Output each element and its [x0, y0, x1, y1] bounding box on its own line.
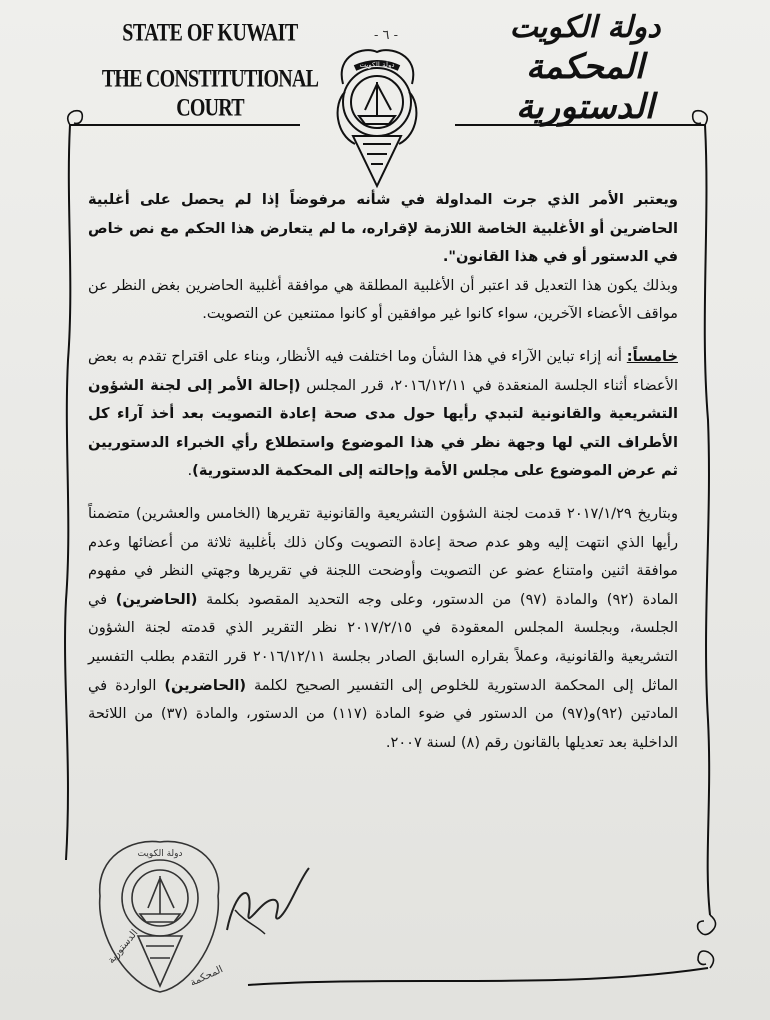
term-attendees-2: (الحاضرين) — [164, 676, 246, 694]
term-attendees-1: (الحاضرين) — [115, 590, 198, 608]
paragraph-1: ويعتبر الأمر الذي جرت المداولة في شأنه مرفوضاً إذا لم يحصل على أغلبية الحاضرين أو الأغلبية الخاصة اللازمة لإقراره، ما لم يتعارض هذا الحكم مع نص خاص في الدستور أو في هذا القانون". — [88, 191, 678, 266]
svg-text:الدستورية: الدستورية — [105, 927, 141, 966]
kuwait-emblem-icon — [325, 44, 430, 194]
handwritten-signature-icon — [205, 860, 315, 950]
section-label-fifth: خامساً: — [626, 347, 678, 365]
english-header — [95, 19, 325, 122]
document-body — [88, 186, 678, 757]
paragraph-4: وبتاريخ ٢٠١٧/١/٢٩ قدمت لجنة الشؤون التشريعية والقانونية تقريرها (الخامس والعشرين) متضمناً رأيها الذي انتهت إليه وهو عدم صحة إعادة التصويت وكان ذلك بأغلبية ثلاثة من أعضائها وعدم موافقة اثنين وامتناع عضو عن التصويت وأوضحت اللجنة في تقريرها وجهتي النظر في مفهوم المادة (٩٢) والمادة (٩٧) من الدستور، وعلى وجه التحديد المقصود بكلمة (الحاضرين) في الجلسة، وبجلسة المجلس المعقودة في ٢٠١٧/٢/١٥ نظر التقرير الذي قدمته لجنة الشؤون التشريعية والقانونية، وعملاً بقراره السابق الصادر بجلسة ٢٠١٦/١٢/١١ قرر التقدم بطلب التفسير الماثل إلى المحكمة الدستورية للخلوص إلى التفسير الصحيح لكلمة (الحاضرين) الواردة في المادتين (٩٢)و(٩٧) من الدستور في ضوء المادة (١١٧) من الدستور، والمادة (٣٧) من اللائحة الداخلية بعد تعديلها بالقانون رقم (٨) لسنة ٢٠٠٧. — [88, 504, 679, 751]
paragraph-3-text: أنه إزاء تباين الآراء في هذا الشأن وما اختلفت فيه الأنظار، وبناء على اقتراح تقدم به بعض الأعضاء أثناء الجلسة المنعقدة في ٢٠١٦/١٢/١١، قرر المجلس — [88, 347, 678, 394]
svg-text:دولة الكويت: دولة الكويت — [359, 61, 395, 69]
state-of-kuwait-title: STATE OF KUWAIT — [122, 19, 298, 47]
paragraph-3: خامساً: أنه إزاء تباين الآراء في هذا الشأن وما اختلفت فيه الأنظار، وبناء على اقتراح تقدم به بعض الأعضاء أثناء الجلسة المنعقدة في ٢٠١٦/١٢/١١، قرر المجلس (إحالة الأمر إلى لجنة الشؤون التشريعية والقانونية لتبدي رأيها حول مدى صحة إعادة التصويت بعد أخذ آراء كل الأطراف التي لها وجهة نظر في هذا الموضوع واستطلاع رأي الخبراء الدستوريين ثم عرض الموضوع على مجلس الأمة وإحالته إلى المحكمة الدستورية). — [88, 347, 678, 480]
arabic-state-title: دولة الكويت — [509, 10, 661, 45]
page-number: - ٦ - — [374, 28, 399, 43]
constitutional-court-title: THE CONSTITUTIONAL COURT — [101, 65, 319, 122]
paragraph-3-decision: (إحالة الأمر إلى لجنة الشؤون التشريعية والقانونية لتبدي رأيها حول مدى صحة إعادة التصويت بعد أخذ آراء كل الأطراف التي لها وجهة نظر في هذا الموضوع واستطلاع رأي الخبراء الدستوريين ثم عرض الموضوع على مجلس الأمة وإحالته إلى المحكمة الدستورية) — [88, 376, 678, 480]
svg-text:دولة الكويت: دولة الكويت — [137, 849, 183, 859]
svg-text:المحكمة: المحكمة — [188, 964, 225, 989]
arabic-header — [470, 10, 700, 127]
arabic-court-title: المحكمة الدستورية — [515, 47, 655, 127]
paragraph-2: وبذلك يكون هذا التعديل قد اعتبر أن الأغلبية المطلقة هي موافقة أغلبية الحاضرين بغض النظر عن مواقف الأعضاء الآخرين، سواء كانوا غير موافقين أو كانوا ممتنعين عن التصويت. — [88, 276, 678, 323]
